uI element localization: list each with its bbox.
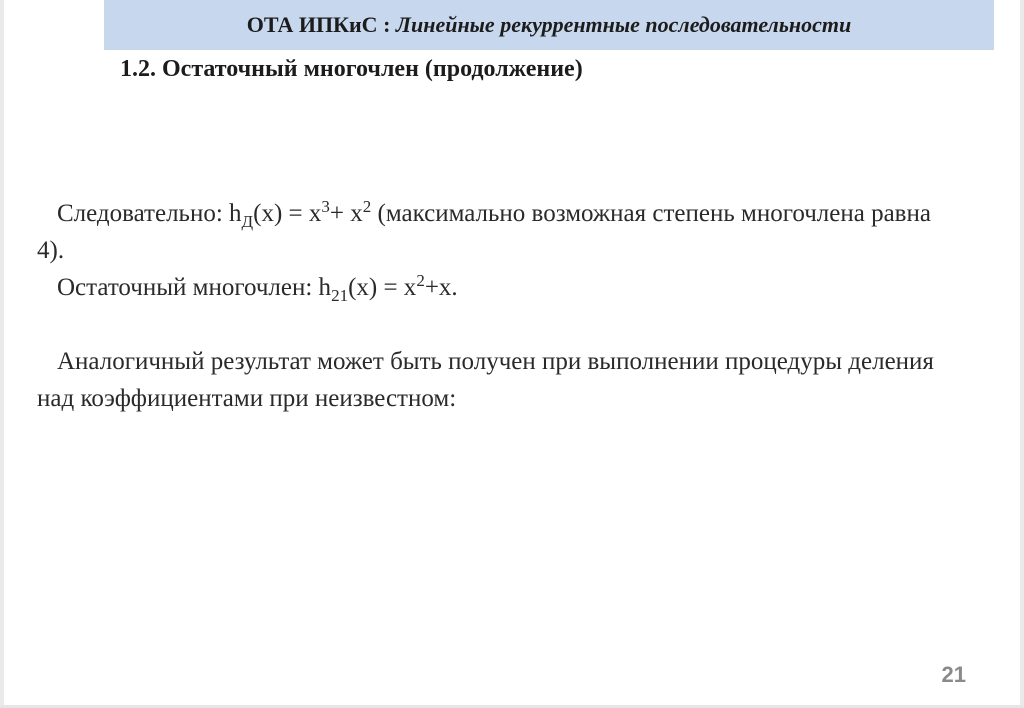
- page-number: 21: [941, 662, 966, 687]
- header-course: ОТА ИПКиС :: [246, 12, 391, 37]
- header-bar: [104, 0, 994, 50]
- p1-subscript: Д: [241, 212, 254, 231]
- paragraph-remainder-polynomial: [37, 269, 937, 306]
- header-topic: Линейные рекуррентные последовательности: [395, 12, 852, 37]
- p2-subscript: 21: [331, 286, 349, 305]
- p2-expr-b: +x.: [424, 274, 458, 301]
- p2-lead: Остаточный многочлен: h: [57, 274, 332, 301]
- slide-body: [37, 195, 937, 417]
- p2-superscript: 2: [416, 271, 425, 290]
- slide-border-left: [0, 0, 4, 708]
- p1-superscript-2: 2: [362, 197, 372, 216]
- p2-expr-a: (x) = x: [348, 274, 417, 301]
- p1-expr-b: + x: [329, 200, 363, 227]
- paragraph-analogous-result: Аналогичный результат может быть получен при выполнении процедуры деления над коэффициентами при неизвестном:: [37, 348, 934, 412]
- p1-lead: Следовательно: h: [57, 200, 242, 227]
- p1-superscript-1: 3: [321, 197, 330, 216]
- p1-expr-c: (максимально возможная степень многочлена равна 4).: [37, 200, 931, 264]
- slide-border-right: [1020, 0, 1024, 708]
- p1-expr-a: (x) = x: [253, 200, 322, 227]
- section-title: 1.2. Остаточный многочлен (продолжение): [120, 56, 583, 82]
- paragraph-consequently: [37, 195, 937, 269]
